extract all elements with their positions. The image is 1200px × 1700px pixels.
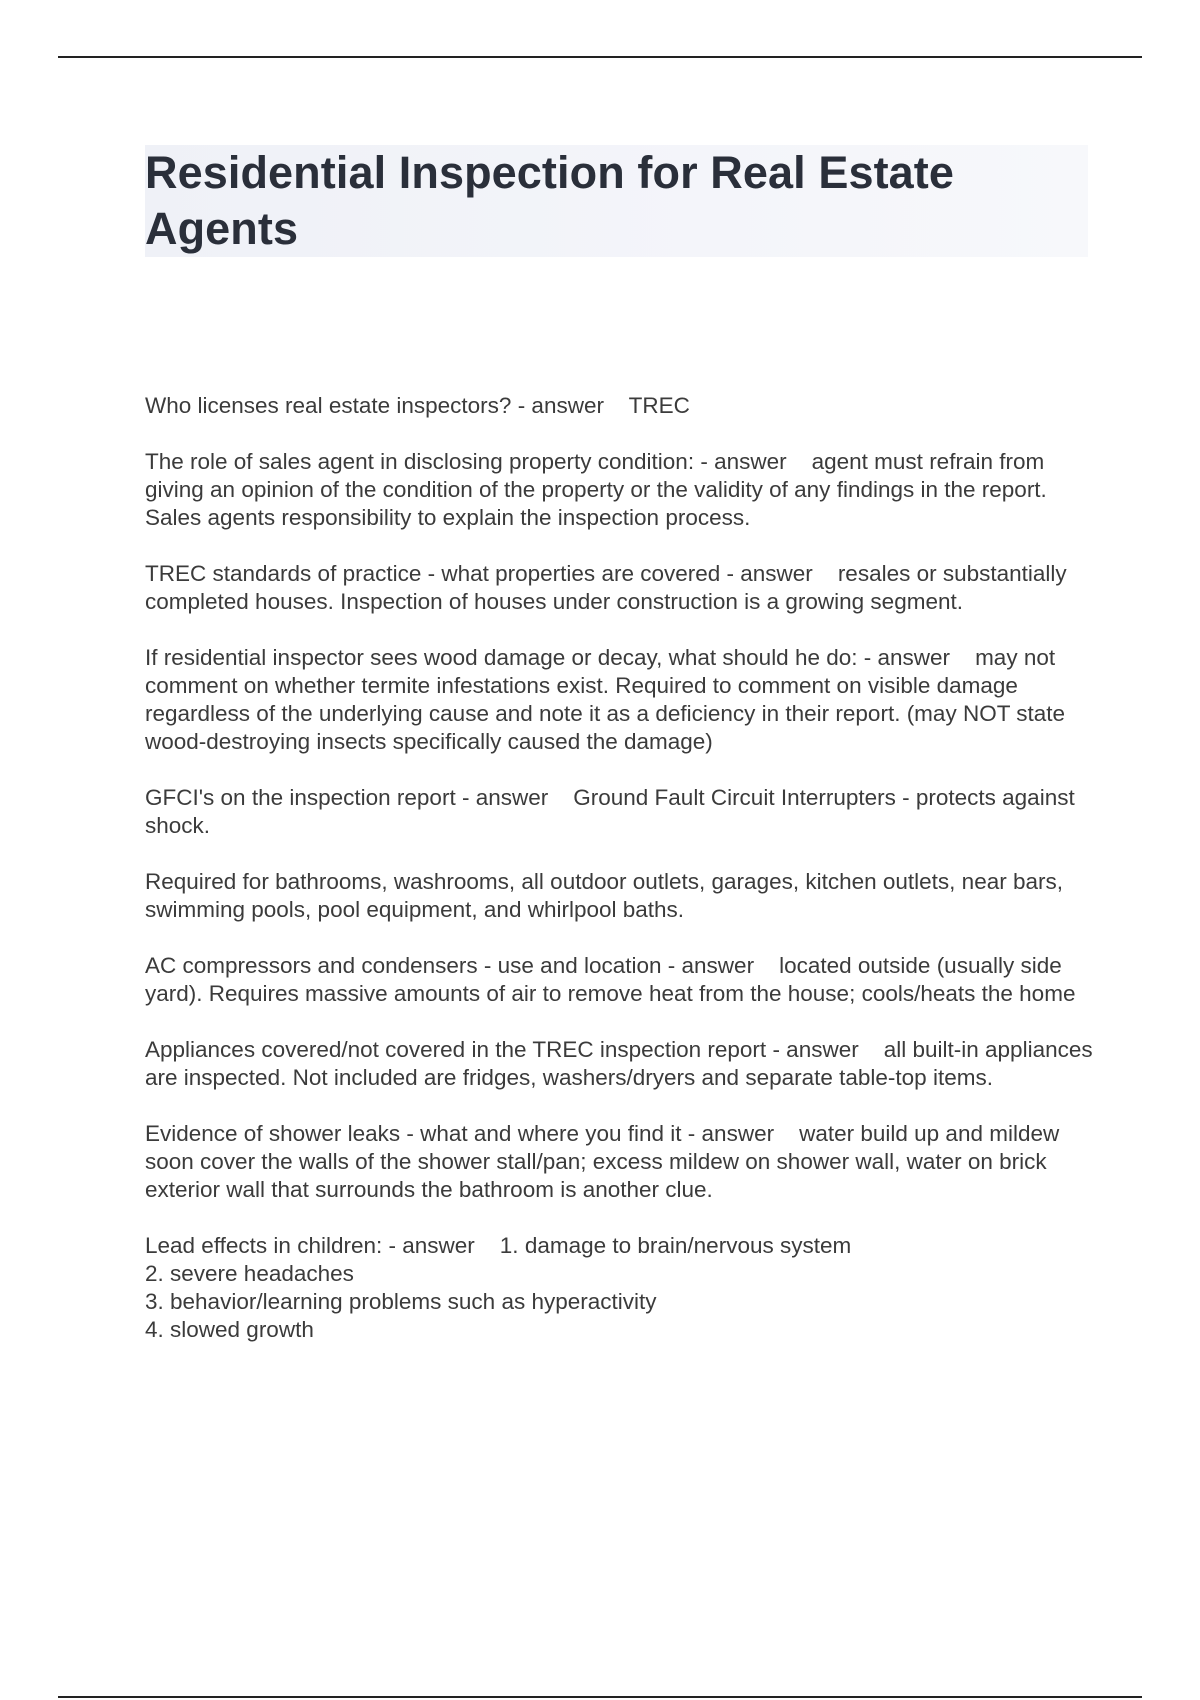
answer-separator: - answer [694,449,812,474]
question-text: GFCI's on the inspection report [145,785,456,810]
qa-list [145,392,1095,1372]
answer-text: water build up and mildew soon cover the walls of the shower stall/pan; excess mildew on shower wall, water on brick exterior wall that surrounds the bathroom is another clue. [145,1121,1060,1202]
question-text: If residential inspector sees wood damage or decay, what should he do: [145,645,858,670]
qa-item [145,784,1095,840]
question-text: Appliances covered/not covered in the TREC inspection report [145,1037,767,1062]
answer-text: located outside (usually side yard). Requires massive amounts of air to remove heat from the house; cools/heats the home [145,953,1076,1006]
answer-text: TREC [628,393,690,418]
qa-note: Required for bathrooms, washrooms, all outdoor outlets, garages, kitchen outlets, near bars, swimming pools, pool equipment, and whirlpool baths. [145,869,1063,922]
answer-text: may not comment on whether termite infestations exist. Required to comment on visible damage regardless of the underlying cause and note it as a deficiency in their report. (may NOT state wood-destroying insects specifically caused the damage) [145,645,1066,754]
bottom-rule [58,1696,1142,1698]
qa-item [145,1232,1095,1344]
qa-item [145,392,1095,420]
answer-separator: - answer [511,393,629,418]
answer-text: Ground Fault Circuit Interrupters - protects against shock. [145,785,1075,838]
question-text: The role of sales agent in disclosing property condition: [145,449,695,474]
question-text: Who licenses real estate inspectors? [145,393,512,418]
qa-item [145,952,1095,1008]
question-text: AC compressors and condensers - use and location [145,953,662,978]
answer-separator: - answer [382,1233,500,1258]
document-title: Residential Inspection for Real Estate Agents [145,147,955,254]
answer-separator: - answer [661,953,780,978]
question-text: Lead effects in children: [145,1233,383,1258]
answer-separator: - answer [455,785,574,810]
answer-text: all built-in appliances are inspected. Not included are fridges, washers/dryers and separate table-top items. [145,1037,1093,1090]
answer-text: resales or substantially completed houses. Inspection of houses under construction is a growing segment. [145,561,1067,614]
top-rule [58,56,1142,58]
answer-separator: - answer [681,1121,800,1146]
qa-item [145,1036,1095,1092]
qa-item [145,560,1095,616]
answer-text: agent must refrain from giving an opinion of the condition of the property or the validity of any findings in the report. Sales agents responsibility to explain the inspection process. [145,449,1047,530]
question-text: Evidence of shower leaks - what and where you find it [145,1121,682,1146]
qa-item [145,1120,1095,1204]
qa-item [145,448,1095,532]
answer-text: 1. damage to brain/nervous system 2. severe headaches 3. behavior/learning problems such as hyperactivity 4. slowed growth [145,1233,852,1342]
answer-separator: - answer [857,645,976,670]
answer-separator: - answer [766,1037,884,1062]
answer-separator: - answer [720,561,838,586]
question-text: TREC standards of practice - what properties are covered [145,561,721,586]
title-block [145,145,1088,257]
qa-item [145,644,1095,756]
